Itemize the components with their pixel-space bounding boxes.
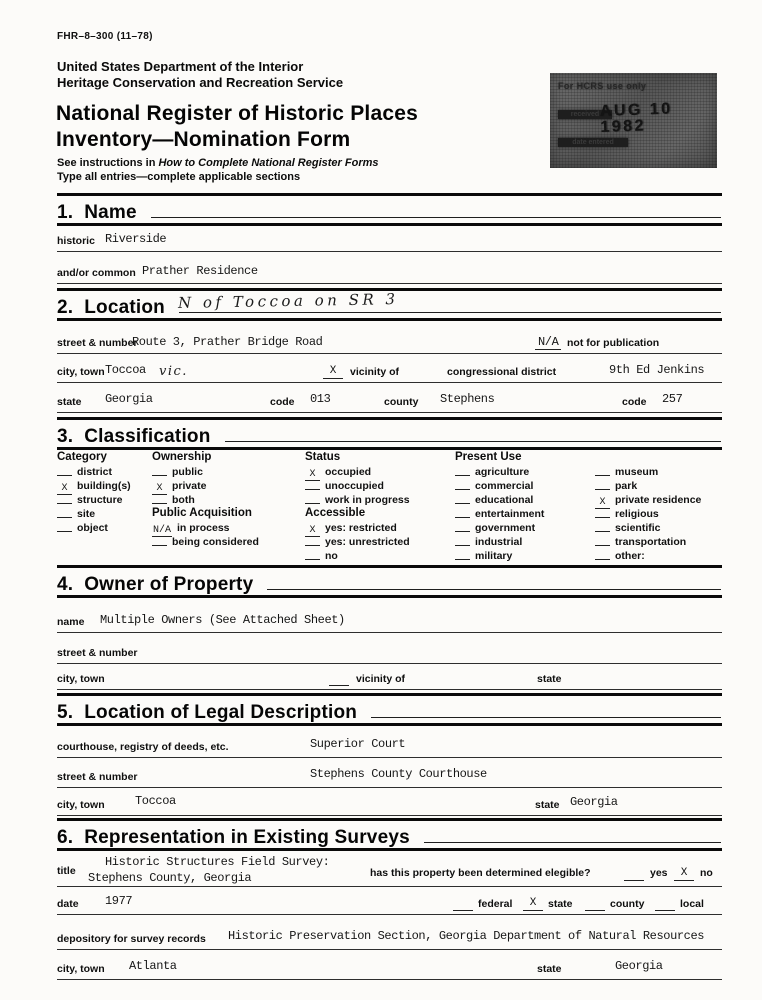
courthouse-label: courthouse, registry of deeds, etc. bbox=[57, 741, 229, 754]
classification-item: transportation bbox=[595, 534, 701, 548]
local-checkbox bbox=[655, 897, 675, 911]
other-checkbox bbox=[595, 548, 610, 560]
park-checkbox bbox=[595, 478, 610, 490]
owner-vicinity-checkbox bbox=[329, 672, 349, 686]
section-3-heading: 3. Classification bbox=[57, 426, 211, 447]
city-town-value: Toccoa bbox=[105, 362, 146, 377]
classification-item: X private residence bbox=[595, 492, 701, 506]
form-number: FHR–8–300 (11–78) bbox=[57, 31, 153, 42]
public-checkbox bbox=[152, 464, 167, 476]
na-value: N/A bbox=[535, 336, 561, 350]
form-title-line-1: National Register of Historic Places bbox=[56, 102, 418, 125]
classification-item: site bbox=[57, 506, 131, 520]
common-name-row bbox=[57, 261, 722, 284]
category-column bbox=[57, 450, 131, 534]
heading-rule bbox=[371, 717, 721, 718]
entertainment-checkbox bbox=[455, 506, 470, 518]
scientific-checkbox bbox=[595, 520, 610, 532]
heading-rule bbox=[151, 217, 721, 218]
classification-item: structure bbox=[57, 492, 131, 506]
heading-rule bbox=[267, 589, 721, 590]
agency-line-1: United States Department of the Interior bbox=[57, 59, 304, 74]
street-number-row bbox=[57, 331, 722, 354]
courthouse-row bbox=[57, 734, 722, 758]
blank-header bbox=[595, 450, 701, 464]
private-checkbox: X bbox=[152, 483, 167, 495]
historic-label: historic bbox=[57, 235, 95, 248]
religious-checkbox bbox=[595, 506, 610, 518]
present-use-header: Present Use bbox=[455, 451, 522, 463]
survey-date-label: date bbox=[57, 898, 79, 911]
classification-item: both bbox=[152, 492, 259, 506]
survey-title-value-line2: Stephens County, Georgia bbox=[88, 871, 252, 885]
unoccupied-checkbox bbox=[305, 478, 320, 490]
date-received-stamp: AUG 10 1982 bbox=[599, 100, 673, 137]
eligible-no-checkbox: X bbox=[674, 867, 694, 881]
buildings-checkbox: X bbox=[57, 483, 72, 495]
eligible-no-label: no bbox=[700, 867, 713, 880]
classification-item: government bbox=[455, 520, 544, 534]
survey-title-label: title bbox=[57, 865, 76, 878]
structure-checkbox bbox=[57, 492, 72, 504]
common-name-value: Prather Residence bbox=[142, 263, 258, 278]
federal-label: federal bbox=[478, 898, 513, 911]
form-title-line-2: Inventory—Nomination Form bbox=[56, 128, 351, 151]
classification-item: entertainment bbox=[455, 506, 544, 520]
stamp-received-label: received bbox=[558, 110, 612, 119]
classification-item: district bbox=[57, 464, 131, 478]
depository-row bbox=[57, 926, 722, 950]
classification-item: unoccupied bbox=[305, 478, 410, 492]
classification-item: commercial bbox=[455, 478, 544, 492]
owner-state-label: state bbox=[537, 673, 562, 686]
section-5-heading: 5. Location of Legal Description bbox=[57, 702, 358, 723]
state-survey-label: state bbox=[548, 898, 573, 911]
state-code-label: code bbox=[270, 396, 295, 409]
city-town-row bbox=[57, 360, 722, 383]
industrial-checkbox bbox=[455, 534, 470, 546]
in-process-checkbox: N/A bbox=[152, 525, 171, 536]
yes-restricted-checkbox: X bbox=[305, 525, 320, 537]
legal-state-label: state bbox=[535, 799, 560, 812]
yes-unrestricted-checkbox bbox=[305, 534, 320, 546]
historic-name-value: Riverside bbox=[105, 231, 167, 246]
classification-item: work in progress bbox=[305, 492, 410, 506]
survey-city-label: city, town bbox=[57, 963, 105, 976]
street-number-value: Route 3, Prather Bridge Road bbox=[132, 334, 323, 349]
owner-name-label: name bbox=[57, 616, 85, 629]
local-label: local bbox=[680, 898, 704, 911]
state-row bbox=[57, 389, 722, 413]
commercial-checkbox bbox=[455, 478, 470, 490]
owner-city-row bbox=[57, 668, 722, 690]
stamp-date-entered-label: date entered bbox=[558, 138, 628, 147]
courthouse-value: Superior Court bbox=[310, 736, 406, 751]
historic-name-row bbox=[57, 229, 722, 252]
heading-rule bbox=[424, 842, 721, 843]
eligible-question-label: has this property been determined elegible? bbox=[370, 867, 591, 880]
survey-title-value-line1: Historic Structures Field Survey: bbox=[105, 855, 330, 869]
classification-item: industrial bbox=[455, 534, 544, 548]
eligible-yes-checkbox bbox=[624, 867, 644, 881]
section-6-surveys-header bbox=[57, 818, 722, 851]
section-4-heading: 4. Owner of Property bbox=[57, 574, 254, 595]
state-code-value: 013 bbox=[310, 391, 331, 406]
category-header: Category bbox=[57, 451, 107, 463]
classification-item: educational bbox=[455, 492, 544, 506]
classification-item: N/A in process bbox=[152, 522, 230, 536]
state-survey-checkbox: X bbox=[523, 897, 543, 911]
agriculture-checkbox bbox=[455, 464, 470, 476]
both-checkbox bbox=[152, 492, 167, 504]
street-number-label: street & number bbox=[57, 337, 138, 350]
instructions-prefix: See instructions in bbox=[57, 157, 159, 169]
section-6-heading: 6. Representation in Existing Surveys bbox=[57, 827, 410, 848]
classification-item: military bbox=[455, 548, 544, 562]
private-residence-checkbox: X bbox=[595, 497, 610, 509]
transportation-checkbox bbox=[595, 534, 610, 546]
present-use-column-2 bbox=[595, 450, 701, 562]
eligible-yes-label: yes bbox=[650, 867, 668, 880]
county-label: county bbox=[384, 396, 419, 409]
instructions-line-1 bbox=[57, 157, 379, 171]
legal-street-value: Stephens County Courthouse bbox=[310, 766, 487, 781]
classification-item: no bbox=[305, 548, 410, 562]
legal-city-label: city, town bbox=[57, 799, 105, 812]
government-checkbox bbox=[455, 520, 470, 532]
survey-state-value: Georgia bbox=[615, 958, 663, 973]
classification-item: yes: unrestricted bbox=[305, 534, 410, 548]
not-for-publication-label: not for publication bbox=[567, 337, 660, 350]
owner-name-row bbox=[57, 610, 722, 633]
status-column bbox=[305, 450, 410, 562]
section-2-heading: 2. Location bbox=[57, 297, 165, 318]
county-code-label: code bbox=[622, 396, 647, 409]
city-vicinity-handwriting: vic. bbox=[159, 364, 188, 379]
section-3-classification-header bbox=[57, 417, 722, 450]
classification-item: agriculture bbox=[455, 464, 544, 478]
legal-city-value: Toccoa bbox=[135, 793, 176, 808]
educational-checkbox bbox=[455, 492, 470, 504]
county-value: Stephens bbox=[440, 391, 495, 406]
present-use-column bbox=[455, 450, 544, 562]
congressional-district-value: 9th Ed Jenkins bbox=[609, 362, 705, 377]
classification-item: other: bbox=[595, 548, 701, 562]
stamp-header-text: For HCRS use only bbox=[558, 81, 647, 91]
being-considered-checkbox bbox=[152, 534, 167, 546]
owner-street-row bbox=[57, 641, 722, 664]
legal-street-label: street & number bbox=[57, 771, 138, 784]
classification-item: being considered bbox=[152, 534, 259, 548]
classification-item: X building(s) bbox=[57, 478, 131, 492]
no-checkbox bbox=[305, 548, 320, 560]
classification-item: object bbox=[57, 520, 131, 534]
classification-item: religious bbox=[595, 506, 701, 520]
survey-state-label: state bbox=[537, 963, 562, 976]
district-checkbox bbox=[57, 464, 72, 476]
instructions-manual-title: How to Complete National Register Forms bbox=[158, 157, 379, 169]
state-label: state bbox=[57, 396, 82, 409]
site-checkbox bbox=[57, 506, 72, 518]
depository-label: depository for survey records bbox=[57, 933, 206, 946]
museum-checkbox bbox=[595, 464, 610, 476]
congressional-district-label: congressional district bbox=[447, 366, 557, 379]
military-checkbox bbox=[455, 548, 470, 560]
survey-city-row bbox=[57, 956, 722, 980]
legal-city-row bbox=[57, 792, 722, 816]
classification-item: X occupied bbox=[305, 464, 410, 478]
work-in-progress-checkbox bbox=[305, 492, 320, 504]
classification-item: X yes: restricted bbox=[305, 520, 410, 534]
accessible-header: Accessible bbox=[305, 507, 366, 519]
status-header: Status bbox=[305, 451, 341, 463]
heading-rule bbox=[179, 312, 721, 313]
common-name-label: and/or common bbox=[57, 267, 136, 280]
classification-item: public bbox=[152, 464, 259, 478]
vicinity-checkbox: X bbox=[323, 365, 343, 379]
survey-date-value: 1977 bbox=[105, 893, 133, 908]
section-5-legal-header bbox=[57, 693, 722, 726]
owner-street-label: street & number bbox=[57, 647, 138, 660]
survey-title-row bbox=[57, 855, 722, 887]
classification-item: scientific bbox=[595, 520, 701, 534]
location-handwritten-note: N of Toccoa on SR 3 bbox=[177, 290, 399, 312]
heading-rule bbox=[225, 441, 721, 442]
classification-item: museum bbox=[595, 464, 701, 478]
hcrs-received-stamp bbox=[550, 73, 717, 168]
ownership-column bbox=[152, 450, 259, 548]
legal-street-row bbox=[57, 764, 722, 788]
county-code-value: 257 bbox=[662, 391, 683, 406]
agency-line-2: Heritage Conservation and Recreation Service bbox=[57, 75, 344, 90]
ownership-header: Ownership bbox=[152, 451, 212, 463]
section-4-owner-header bbox=[57, 565, 722, 598]
survey-date-row bbox=[57, 891, 722, 915]
county-survey-label: county bbox=[610, 898, 645, 911]
section-1-name-header bbox=[57, 193, 722, 226]
section-1-heading: 1. Name bbox=[57, 202, 137, 223]
instructions-line-2: Type all entries—complete applicable sections bbox=[57, 171, 301, 183]
city-town-label: city, town bbox=[57, 366, 105, 379]
state-value: Georgia bbox=[105, 391, 153, 406]
vicinity-of-label: vicinity of bbox=[350, 366, 400, 379]
public-acquisition-header: Public Acquisition bbox=[152, 507, 252, 519]
classification-grid bbox=[57, 450, 722, 562]
classification-item: X private bbox=[152, 478, 259, 492]
occupied-checkbox: X bbox=[305, 469, 320, 481]
owner-city-label: city, town bbox=[57, 673, 105, 686]
owner-name-value: Multiple Owners (See Attached Sheet) bbox=[100, 612, 345, 627]
classification-item: park bbox=[595, 478, 701, 492]
county-survey-checkbox bbox=[585, 897, 605, 911]
owner-vicinity-label: vicinity of bbox=[356, 673, 406, 686]
federal-checkbox bbox=[453, 897, 473, 911]
object-checkbox bbox=[57, 520, 72, 532]
survey-city-value: Atlanta bbox=[129, 958, 177, 973]
depository-value: Historic Preservation Section, Georgia Department of Natural Resources bbox=[228, 928, 705, 943]
legal-state-value: Georgia bbox=[570, 794, 618, 809]
